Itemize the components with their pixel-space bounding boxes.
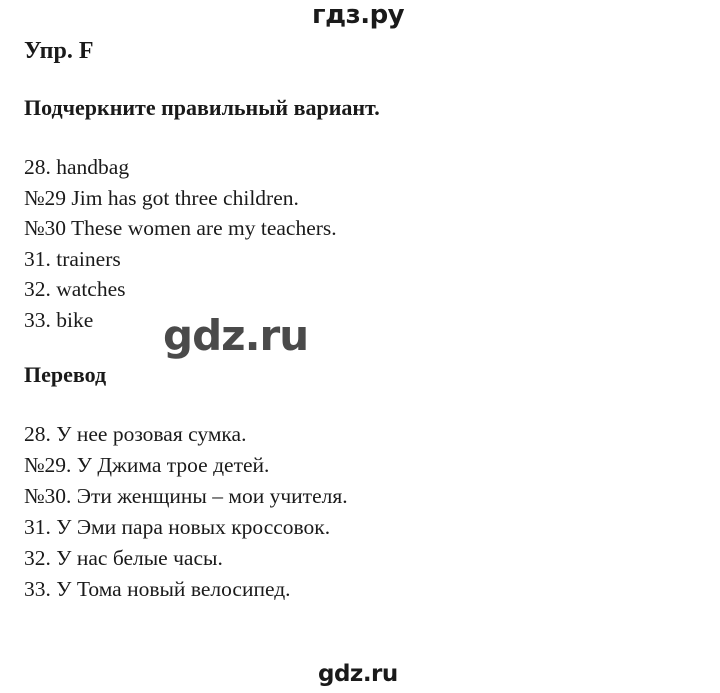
translation-line: №30. Эти женщины – мои учителя. (24, 484, 348, 508)
instruction-text: Подчеркните правильный вариант. (24, 95, 380, 120)
translation-line: 32. У нас белые часы. (24, 546, 223, 570)
translation-line: 33. У Тома новый велосипед. (24, 577, 291, 601)
exercise-title: Упр. F (24, 38, 94, 64)
site-logo-top: гдз.ру (312, 0, 405, 30)
answer-line: №29 Jim has got three children. (24, 185, 299, 210)
translation-line: 28. У нее розовая сумка. (24, 422, 247, 446)
translation-heading: Перевод (24, 362, 107, 387)
document-content (24, 36, 684, 605)
answer-line: 28. handbag (24, 155, 130, 179)
answer-line: 31. trainers (24, 246, 121, 271)
translation-list (24, 419, 684, 605)
translation-line: №29. У Джима трое детей. (24, 453, 270, 477)
site-logo-bottom: gdz.ru (318, 661, 398, 687)
answers-list (24, 152, 684, 335)
translation-line: 31. У Эми пара новых кроссовок. (24, 515, 331, 539)
answer-line: 33. bike (24, 307, 94, 332)
answer-line: №30 These women are my teachers. (24, 216, 337, 240)
answer-line: 32. watches (24, 277, 126, 301)
watermark-logo: gdz.ru (163, 311, 309, 360)
